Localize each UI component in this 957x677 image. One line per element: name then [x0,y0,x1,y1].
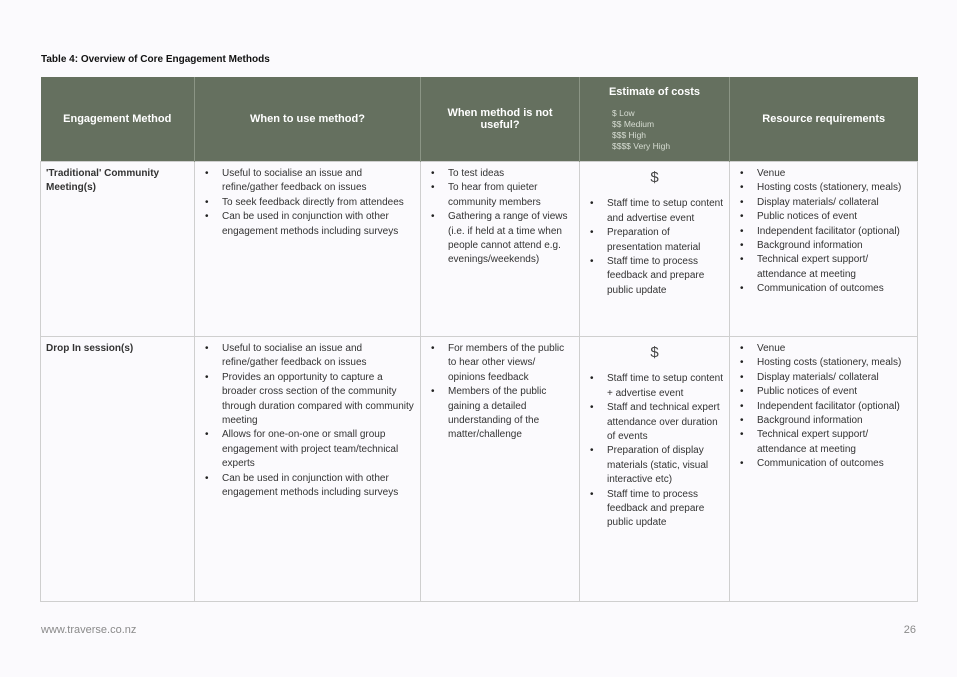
list-item: • To seek feedback directly from attendees [222,196,415,210]
list-item: • Staff and technical expert attendance over duration of events [607,401,724,444]
list-item: • Staff time to process feedback and prepare public update [607,255,724,298]
list-item: • Useful to socialise an issue and refine/gather feedback on issues [222,167,415,196]
list-item: • Staff time to setup content + advertise event [607,372,724,401]
list-item: • Technical expert support/ attendance at meeting [757,428,912,457]
list-item: • Provides an opportunity to capture a broader cross section of the community through duration compared with community meeting [222,371,415,429]
list-item: • Communication of outcomes [757,457,912,471]
header-resource-requirements: Resource requirements [730,77,918,162]
list-item: • Background information [757,239,912,253]
list-item: • Display materials/ collateral [757,371,912,385]
cost-rating: $ [650,169,659,186]
list-item: • For members of the public to hear other views/ opinions feedback [448,342,574,385]
list-item: • Technical expert support/ attendance at meeting [757,253,912,282]
when-not-useful-cell [421,162,580,337]
list-item: • Public notices of event [757,385,912,399]
list-item: • Independent facilitator (optional) [757,400,912,414]
list-item: • Independent facilitator (optional) [757,225,912,239]
method-name: 'Traditional' Community Meeting(s) [41,162,195,337]
when-not-useful-cell [421,337,580,602]
table-row [41,162,918,337]
list-item: • Allows for one-on-one or small group engagement with project team/technical experts [222,428,415,471]
list-item: • To hear from quieter community members [448,181,574,210]
cost-scale-high: $$$ High [612,130,647,140]
cost-scale-very-high: $$$$ Very High [612,141,671,151]
when-to-use-cell [195,162,421,337]
header-when-not-useful: When method is not useful? [421,77,580,162]
list-item: • Staff time to process feedback and prepare public update [607,488,724,531]
list-item: • Can be used in conjunction with other engagement methods including surveys [222,210,415,239]
header-estimate-of-costs [580,77,730,162]
when-to-use-cell [195,337,421,602]
list-item: • Hosting costs (stationery, meals) [757,356,912,370]
table-row [41,337,918,602]
table-header-row [41,77,918,162]
header-engagement-method: Engagement Method [41,77,195,162]
list-item: • Can be used in conjunction with other engagement methods including surveys [222,472,415,501]
cost-cell [580,337,730,602]
list-item: • Useful to socialise an issue and refine/gather feedback on issues [222,342,415,371]
cost-rating: $ [650,344,659,361]
resources-cell [730,162,918,337]
cost-cell [580,162,730,337]
table-caption: Table 4: Overview of Core Engagement Methods [41,54,270,65]
list-item: • Members of the public gaining a detailed understanding of the matter/challenge [448,385,574,443]
cost-scale-low: $ Low [612,108,635,118]
list-item: • Hosting costs (stationery, meals) [757,181,912,195]
list-item: • Display materials/ collateral [757,196,912,210]
list-item: • Preparation of presentation material [607,226,724,255]
header-when-to-use: When to use method? [195,77,421,162]
list-item: • Public notices of event [757,210,912,224]
list-item: • Background information [757,414,912,428]
page-number: 26 [903,624,916,636]
list-item: • Preparation of display materials (static, visual interactive etc) [607,444,724,487]
list-item: • To test ideas [448,167,574,181]
list-item: • Staff time to setup content and advertise event [607,197,724,226]
footer-website: www.traverse.co.nz [41,624,137,636]
list-item: • Venue [757,167,912,181]
resources-cell [730,337,918,602]
list-item: • Gathering a range of views (i.e. if held at a time when people cannot attend e.g. evenings/weekends) [448,210,574,268]
list-item: • Communication of outcomes [757,282,912,296]
engagement-methods-table [40,77,918,602]
cost-scale-legend [586,108,723,152]
method-name: Drop In session(s) [41,337,195,602]
cost-header-title: Estimate of costs [608,86,701,98]
cost-scale-medium: $$ Medium [612,119,655,129]
list-item: • Venue [757,342,912,356]
